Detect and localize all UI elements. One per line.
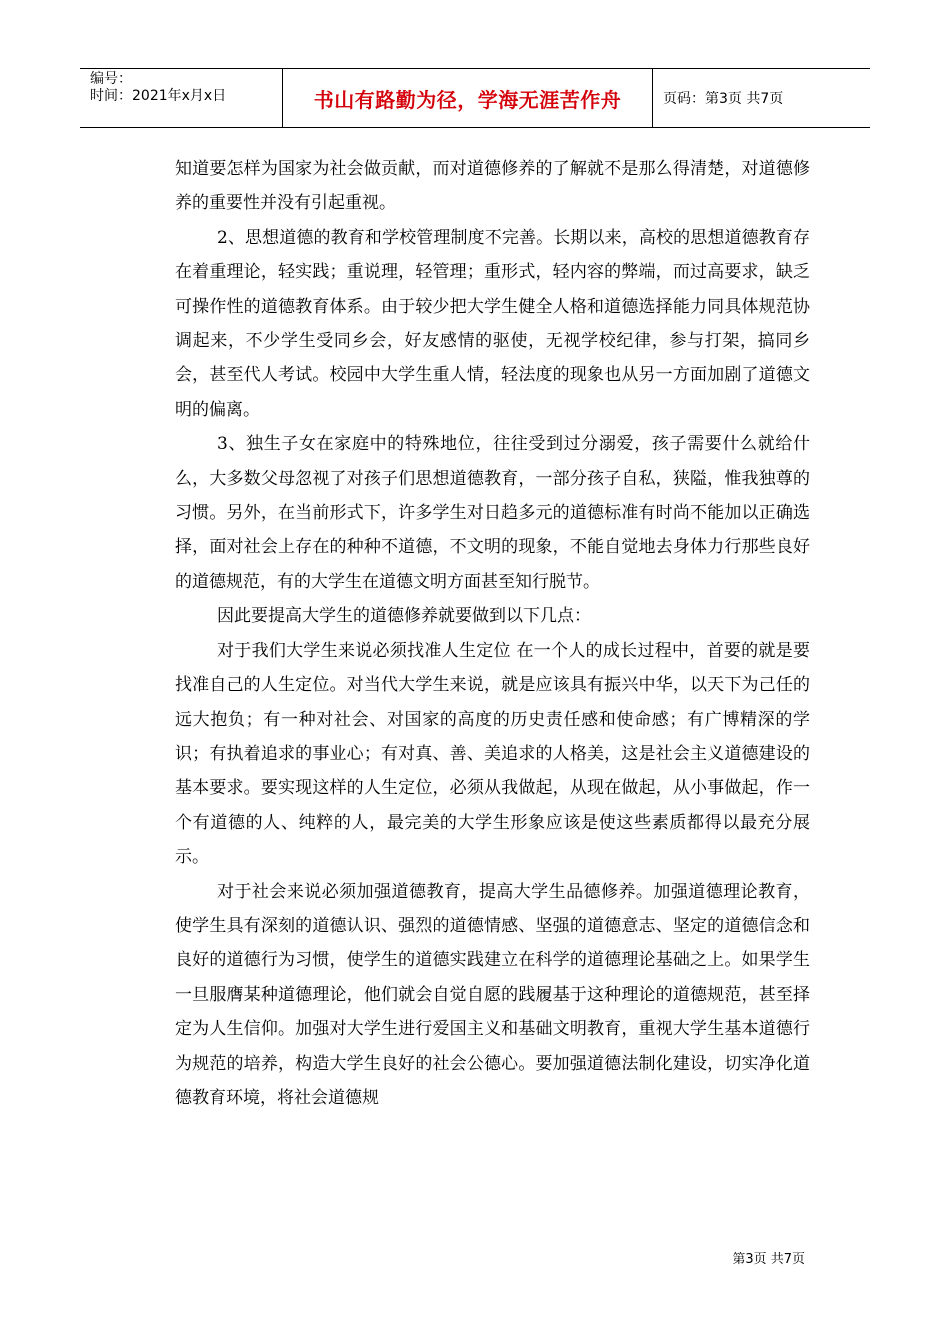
document-body [175,152,810,1115]
header-meta-cell [80,69,283,127]
paragraph: 对于社会来说必须加强道德教育，提高大学生品德修养。加强道德理论教育，使学生具有深刻的道德认识、强烈的道德情感、坚强的道德意志、坚定的道德信念和良好的道德行为习惯，使学生的道德实践建立在科学的道德理论基础之上。如果学生一旦服膺某种道德理论，他们就会自觉自愿的践履基于这种理论的道德规范，甚至择定为人生信仰。加强对大学生进行爱国主义和基础文明教育，重视大学生基本道德行为规范的培养，构造大学生良好的社会公德心。要加强道德法制化建设，切实净化道德教育环境，将社会道德规 [175,881,810,1108]
header-motto: 书山有路勤为径，学海无涯苦作舟 [283,69,653,127]
paragraph: 2、思想道德的教育和学校管理制度不完善。长期以来，高校的思想道德教育存在着重理论，轻实践；重说理，轻管理；重形式，轻内容的弊端，而过高要求，缺乏可操作性的道德教育体系。由于较少把大学生健全人格和道德选择能力同具体规范协调起来，不少学生受同乡会，好友感情的驱使，无视学校纪律，参与打架，搞同乡会，甚至代人考试。校园中大学生重人情，轻法度的现象也从另一方面加剧了道德文明的偏离。 [175,227,810,420]
paragraph: 对于我们大学生来说必须找准人生定位 在一个人的成长过程中，首要的就是要找准自己的人生定位。对当代大学生来说，就是应该具有振兴中华，以天下为己任的远大抱负；有一种对社会、对国家的高度的历史责任感和使命感；有广博精深的学识；有执着追求的事业心；有对真、善、美追求的人格美，这是社会主义道德建设的基本要求。要实现这样的人生定位，必须从我做起，从现在做起，从小事做起，作一个有道德的人、纯粹的人，最完美的大学生形象应该是使这些素质都得以最充分展示。 [175,640,810,868]
paragraph: 因此要提高大学生的道德修养就要做到以下几点： [217,606,591,627]
page-footer-number: 第3页 共7页 [732,1252,805,1267]
date-label: 时间：2021年x月x日 [90,88,227,104]
header-page-code: 页码：第3页 共7页 [663,91,784,107]
serial-number-label: 编号： [90,71,132,87]
paragraph-continuation: 知道要怎样为国家为社会做贡献，而对道德修养的了解就不是那么得清楚，对道德修养的重要性并没有引起重视。 [175,159,810,214]
document-header [80,68,870,128]
paragraph: 3、独生子女在家庭中的特殊地位，往往受到过分溺爱，孩子需要什么就给什么，大多数父母忽视了对孩子们思想道德教育，一部分孩子自私，狭隘，惟我独尊的习惯。另外，在当前形式下，许多学生对日趋多元的道德标准有时尚不能加以正确选择，面对社会上存在的种种不道德，不文明的现象，不能自觉地去身体力行那些良好的道德规范，有的大学生在道德文明方面甚至知行脱节。 [175,434,810,592]
